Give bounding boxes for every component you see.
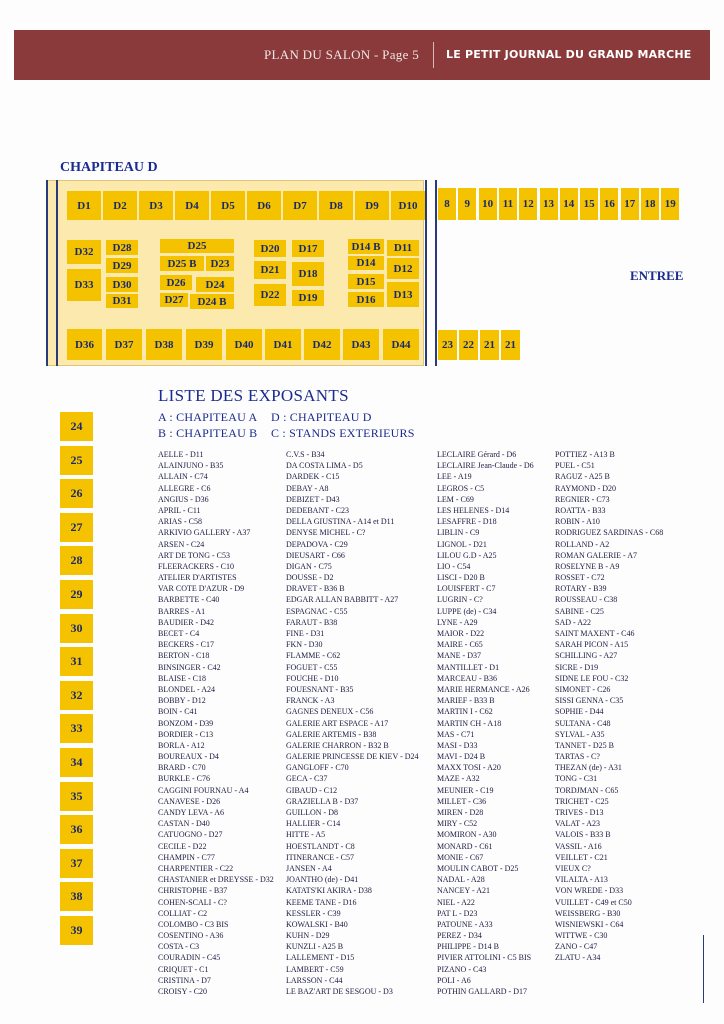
exhibitor-entry: BONZOM - D39 <box>158 718 214 728</box>
exhibitor-entry: ATELIER D'ARTISTES <box>158 573 237 583</box>
exhibitor-entry: ALLAIN - C74 <box>158 472 208 482</box>
exhibitor-column-2 <box>286 449 434 997</box>
exhibitor-entry: ARIAS - C58 <box>158 517 203 527</box>
exhibitor-entry: JOANTHO (de) - D41 <box>286 875 359 885</box>
number-box-33: 33 <box>60 714 93 743</box>
exhibitor-entry: LIGNOL - D21 <box>437 539 487 549</box>
exhibitor-entry: ARSEN - C24 <box>158 539 205 549</box>
number-box-24: 24 <box>60 412 93 441</box>
exhibitor-entry: KESSLER - C39 <box>286 908 341 918</box>
exhibitor-entry: LILOU G.D - A25 <box>437 550 497 560</box>
exhibitor-entry: VILALTA - A13 <box>555 875 608 885</box>
exhibitor-entry: BRARD - C70 <box>158 763 206 773</box>
exhibitor-entry: ROLLAND - A2 <box>555 539 610 549</box>
exhibitor-entry: LISCI - D20 B <box>437 573 485 583</box>
booth-d40: D40 <box>226 329 262 360</box>
number-box-38: 38 <box>60 882 93 911</box>
booth-d26: D26 <box>160 275 192 290</box>
booth-d6: D6 <box>247 191 281 220</box>
exhibitor-entry: ROTARY - B39 <box>555 584 607 594</box>
booth-d25-b: D25 B <box>160 256 204 271</box>
exhibitor-entry: SIDNE LE FOU - C32 <box>555 673 629 683</box>
exhibitor-entry: COLLIAT - C2 <box>158 908 208 918</box>
exhibitor-entry: DEPADOVA - C29 <box>286 539 348 549</box>
exhibitor-entry: PHILIPPE - D14 B <box>437 942 500 952</box>
exhibitor-entry: RODRIGUEZ SARDINAS - C68 <box>555 528 664 538</box>
exterior-stand-9: 9 <box>458 188 476 220</box>
exhibitor-entry: MAS - C71 <box>437 729 475 739</box>
exhibitor-entry: SABINE - C25 <box>555 606 604 616</box>
exhibitor-entry: BOUREAUX - D4 <box>158 752 219 762</box>
booth-d19: D19 <box>292 290 324 306</box>
exterior-stand-bottom-4: 21 <box>501 330 520 360</box>
exhibitor-entry: FRANCK - A3 <box>286 696 335 706</box>
exhibitor-entry: COHEN-SCALI - C? <box>158 897 227 907</box>
exhibitor-entry: DEDEBANT - C23 <box>286 505 349 515</box>
booth-d24-b: D24 B <box>190 294 234 309</box>
booth-d30: D30 <box>106 277 138 292</box>
exhibitor-entry: SARAH PICON - A15 <box>555 640 629 650</box>
exhibitor-entry: MEUNIER - C19 <box>437 785 494 795</box>
exhibitor-entry: ALAINJUNO - B35 <box>158 461 224 471</box>
exhibitor-entry: BECET - C4 <box>158 629 200 638</box>
booth-d3: D3 <box>139 191 173 220</box>
exhibitor-entry: LEGROS - C5 <box>437 483 485 493</box>
exhibitor-entry: COSENTINO - A36 <box>158 931 224 941</box>
exhibitor-entry: HITTE - A5 <box>286 830 326 840</box>
exhibitor-entry: LUGRIN - C? <box>437 595 483 605</box>
exhibitor-entry: PIVIER ATTOLINI - C5 BIS <box>437 953 532 963</box>
exhibitor-entry: MANE - D37 <box>437 651 481 661</box>
page-label: PLAN DU SALON - Page 5 <box>263 47 419 62</box>
exhibitor-entry: MAXX TOSI - A20 <box>437 763 501 773</box>
exhibitor-entry: FARAUT - B38 <box>286 617 338 627</box>
exhibitor-entry: DRAVET - B36 B <box>286 584 345 594</box>
number-box-27: 27 <box>60 513 93 542</box>
exterior-stand-19: 19 <box>661 188 679 220</box>
exhibitor-entry: MOULIN CABOT - D25 <box>437 863 519 873</box>
booth-d22: D22 <box>254 284 286 306</box>
exhibitor-entry: KATATS'KI AKIRA - D38 <box>286 886 372 896</box>
exhibitor-entry: FKN - D30 <box>286 640 323 650</box>
booth-d7: D7 <box>283 191 317 220</box>
exhibitor-entry: CAGGINI FOURNAU - A4 <box>158 785 249 795</box>
booth-d8: D8 <box>319 191 353 220</box>
exhibitor-entry: COLOMBO - C3 BIS <box>158 919 229 929</box>
exhibitor-entry: TANNET - D25 B <box>555 740 614 750</box>
exhibitor-entry: LOUISFERT - C7 <box>437 584 496 594</box>
exhibitor-entry: DENYSE MICHEL - C? <box>286 528 366 538</box>
legend-a: A : CHAPITEAU A <box>158 410 258 424</box>
exterior-stand-17: 17 <box>621 188 639 220</box>
exhibitor-entry: RAYMOND - D20 <box>555 483 617 493</box>
exhibitor-entry: VON WREDE - D33 <box>555 886 624 896</box>
exhibitor-entry: PAT L - D23 <box>437 908 478 918</box>
exhibitor-entry: MARTIN CH - A18 <box>437 718 502 728</box>
exhibitor-entry: MILLET - C36 <box>437 796 487 806</box>
booth-d15: D15 <box>348 274 384 289</box>
booth-d37: D37 <box>106 329 142 360</box>
exhibitor-entry: ROSELYNE B - A9 <box>555 561 620 571</box>
exhibitor-entry: SAINT MAXENT - C46 <box>555 629 635 638</box>
exhibitor-entry: BOIN - C41 <box>158 707 198 717</box>
exhibitor-entry: VAR COTE D'AZUR - D9 <box>158 584 245 594</box>
exterior-stand-bottom-2: 22 <box>459 330 478 360</box>
exhibitor-entry: PEREZ - D34 <box>437 931 482 941</box>
booth-d42: D42 <box>304 329 340 360</box>
exterior-stand-16: 16 <box>600 188 618 220</box>
legend-c: C : STANDS EXTERIEURS <box>271 426 415 440</box>
legend-d: D : CHAPITEAU D <box>271 410 372 424</box>
exhibitor-entry: ROBIN - A10 <box>555 517 600 527</box>
exterior-stand-15: 15 <box>580 188 598 220</box>
exhibitor-entry: TARTAS - C? <box>555 752 600 762</box>
exhibitor-entry: JANSEN - A4 <box>286 863 332 873</box>
exhibitor-entry: GECA - C37 <box>286 774 328 784</box>
exhibitor-entry: KEEME TANE - D16 <box>286 897 357 907</box>
exhibitor-entry: SOPHIE - D44 <box>555 707 604 717</box>
exhibitor-entry: MAVI - D24 B <box>437 752 486 762</box>
exhibitor-entry: ARKIVIO GALLERY - A37 <box>158 528 251 538</box>
exhibitor-entry: TRICHET - C25 <box>555 796 609 806</box>
booth-d36: D36 <box>67 329 102 360</box>
exhibitor-entry: CECILE - D22 <box>158 841 207 851</box>
exhibitor-entry: DEBIZET - D43 <box>286 494 340 504</box>
number-box-37: 37 <box>60 849 93 878</box>
exhibitor-entry: CHASTANIER et DREYSSE - D32 <box>158 875 274 885</box>
exhibitor-entry: PUEL - C51 <box>555 461 595 471</box>
exhibitor-entry: TONG - C31 <box>555 774 598 784</box>
exhibitor-entry: LEE - A19 <box>437 472 472 482</box>
exhibitor-entry: MARCEAU - B36 <box>437 673 498 683</box>
exhibitor-entry: NIEL - A22 <box>437 897 475 907</box>
exhibitor-entry: DOUSSE - D2 <box>286 573 334 583</box>
exhibitor-entry: DA COSTA LIMA - D5 <box>286 461 363 471</box>
exhibitor-entry: BOBBY - D12 <box>158 696 206 706</box>
number-box-32: 32 <box>60 681 93 710</box>
exhibitor-entry: MONARD - C61 <box>437 841 493 851</box>
number-box-26: 26 <box>60 479 93 508</box>
exhibitor-entry: VIEUX C? <box>555 863 591 873</box>
exhibitor-entry: PATOUNE - A33 <box>437 919 493 929</box>
entrance-label: ENTREE <box>630 268 684 283</box>
booth-d29: D29 <box>106 258 138 273</box>
exterior-stand-11: 11 <box>499 188 517 220</box>
exhibitor-entry: BARBETTE - C40 <box>158 595 220 605</box>
exhibitor-entry: GANGLOFF - C70 <box>286 763 349 773</box>
exhibitor-entry: CRIQUET - C1 <box>158 964 209 974</box>
booth-d2: D2 <box>103 191 137 220</box>
exhibitor-entry: THEZAN (de) - A31 <box>555 763 622 773</box>
exterior-stand-bottom-1: 23 <box>438 330 457 360</box>
exhibitor-entry: REGNIER - C73 <box>555 494 610 504</box>
booth-d21: D21 <box>254 261 286 279</box>
exhibitor-entry: GALERIE CHARRON - B32 B <box>286 740 389 750</box>
journal-title: LE PETIT JOURNAL DU GRAND MARCHE <box>446 48 692 61</box>
booth-d11: D11 <box>387 240 419 256</box>
exterior-stand-bottom-3: 21 <box>480 330 499 360</box>
booth-d32: D32 <box>67 240 101 264</box>
exhibitor-entry: CHRISTOPHE - B37 <box>158 886 228 896</box>
exhibitor-entry: NANCEY - A21 <box>437 886 491 896</box>
booth-d14-b: D14 B <box>348 239 384 254</box>
exhibitor-entry: CANAVESE - D26 <box>158 796 221 806</box>
exterior-stand-18: 18 <box>641 188 659 220</box>
exhibitor-entry: MAZE - A32 <box>437 774 480 784</box>
exhibitor-entry: LIBLIN - C9 <box>437 528 480 538</box>
exhibitor-entry: WITTWE - C30 <box>555 931 608 941</box>
exhibitor-entry: TORDJMAN - C65 <box>555 785 619 795</box>
booth-d17: D17 <box>292 240 324 257</box>
exhibitor-entry: MAIRE - C65 <box>437 640 483 650</box>
exhibitor-entry: LAMBERT - C59 <box>286 964 344 974</box>
exhibitor-entry: POTTIEZ - A13 B <box>555 450 615 459</box>
exhibitor-entry: ZLATU - A34 <box>555 953 601 963</box>
exterior-stand-14: 14 <box>560 188 578 220</box>
list-title: LISTE DES EXPOSANTS <box>158 386 349 405</box>
exhibitor-entry: ROUSSEAU - C38 <box>555 595 618 605</box>
exhibitor-entry: MIREN - D28 <box>437 808 484 817</box>
exhibitor-entry: LUPPE (de) - C34 <box>437 606 497 616</box>
exhibitor-entry: GIBAUD - C12 <box>286 785 338 795</box>
exhibitor-entry: BURKLE - C76 <box>158 774 210 784</box>
exhibitor-entry: COURADIN - C45 <box>158 953 221 963</box>
exhibitor-entry: LYNE - A29 <box>437 617 478 627</box>
exhibitor-entry: LARSSON - C44 <box>286 975 343 985</box>
exhibitor-entry: BECKERS - C17 <box>158 640 215 650</box>
exhibitor-entry: ITINERANCE - C57 <box>286 852 354 862</box>
tent-pole-left <box>46 180 58 366</box>
exhibitor-entry: DEBAY - A8 <box>286 483 329 493</box>
exhibitor-entry: ZANO - C47 <box>555 942 598 952</box>
exhibitor-entry: RAGUZ - A25 B <box>555 472 610 482</box>
exhibitor-entry: BERTON - C18 <box>158 651 210 661</box>
exhibitor-entry: LIO - C54 <box>437 561 471 571</box>
exhibitor-entry: MARTIN I - C62 <box>437 707 493 717</box>
exhibitor-entry: SIMONET - C26 <box>555 684 611 694</box>
number-box-28: 28 <box>60 546 93 575</box>
exhibitor-entry: SISSI GENNA - C35 <box>555 696 624 706</box>
booth-d4: D4 <box>175 191 209 220</box>
exhibitor-entry: MARIEF - B33 B <box>437 696 495 706</box>
exhibitor-entry: DARDEK - C15 <box>286 472 340 482</box>
booth-d16: D16 <box>348 292 384 307</box>
exhibitor-entry: CASTAN - D40 <box>158 819 210 829</box>
exhibitor-entry: VALAT - A23 <box>555 819 601 829</box>
exhibitor-entry: LECLAIRE Jean-Claude - D6 <box>437 461 534 471</box>
exhibitor-entry: LE BAZ'ART DE SESGOU - D3 <box>286 987 393 996</box>
exhibitor-entry: GRAZIELLA B - D37 <box>286 796 359 806</box>
exhibitor-column-1 <box>158 449 283 997</box>
exterior-stand-13: 13 <box>540 188 558 220</box>
exhibitor-entry: FOUESNANT - B35 <box>286 684 354 694</box>
exhibitor-entry: FLAMME - C62 <box>286 651 341 661</box>
exhibitor-entry: MONIE - C67 <box>437 852 484 862</box>
exhibitor-entry: MIRY - C52 <box>437 819 478 829</box>
exhibitor-entry: MAIOR - D22 <box>437 629 485 638</box>
exhibitor-entry: LES HELENES - D14 <box>437 505 510 515</box>
exterior-stand-12: 12 <box>519 188 537 220</box>
exhibitor-entry: MASI - D33 <box>437 740 478 750</box>
exhibitor-entry: NADAL - A28 <box>437 875 485 885</box>
exterior-stand-10: 10 <box>479 188 497 220</box>
exhibitor-entry: FOGUET - C55 <box>286 662 338 672</box>
header-divider <box>433 42 434 68</box>
number-box-31: 31 <box>60 647 93 676</box>
exhibitor-entry: KOWALSKI - B40 <box>286 919 348 929</box>
header-bar <box>14 30 710 80</box>
exhibitor-entry: CHARPENTIER - C22 <box>158 863 234 873</box>
exhibitor-entry: GALERIE ARTEMIS - B38 <box>286 729 377 739</box>
exhibitor-entry: BAUDIER - D42 <box>158 617 214 627</box>
exhibitor-entry: LECLAIRE Gérard - D6 <box>437 450 517 459</box>
exhibitor-entry: CROISY - C20 <box>158 987 208 996</box>
exhibitor-entry: SYLVAL - A35 <box>555 729 605 739</box>
exhibitor-entry: ROSSET - C72 <box>555 573 605 583</box>
booth-d20: D20 <box>254 240 286 257</box>
exhibitor-entry: MARIE HERMANCE - A26 <box>437 684 530 694</box>
exhibitor-entry: BLONDEL - A24 <box>158 684 216 694</box>
margin-line <box>703 935 704 1003</box>
exhibitor-entry: VEILLET - C21 <box>555 852 608 862</box>
exhibitor-entry: LEM - C69 <box>437 494 474 504</box>
exhibitor-column-4 <box>555 449 705 964</box>
exhibitor-entry: HOESTLANDT - C8 <box>286 841 355 851</box>
booth-d10: D10 <box>391 191 425 220</box>
exhibitor-entry: SAD - A22 <box>555 617 592 627</box>
booth-d18: D18 <box>292 262 324 286</box>
booth-d31: D31 <box>106 294 138 308</box>
exhibitor-entry: GALERIE ART ESPACE - A17 <box>286 718 389 728</box>
legend-b: B : CHAPITEAU B <box>158 426 258 440</box>
booth-d41: D41 <box>265 329 301 360</box>
exhibitor-column-3 <box>437 449 551 997</box>
exhibitor-entry: SICRE - D19 <box>555 662 599 672</box>
booth-d9: D9 <box>355 191 389 220</box>
booth-d25: D25 <box>160 239 234 253</box>
exhibitor-entry: CHAMPIN - C77 <box>158 852 215 862</box>
exhibitor-entry: ROMAN GALERIE - A7 <box>555 550 637 560</box>
booth-d14: D14 <box>348 256 384 270</box>
exhibitor-entry: PIZANO - C43 <box>437 964 487 974</box>
exhibitor-entry: ART DE TONG - C53 <box>158 550 230 560</box>
exhibitor-entry: FINE - D31 <box>286 629 325 638</box>
exhibitor-entry: SULTANA - C48 <box>555 718 611 728</box>
exhibitor-entry: GALERIE PRINCESSE DE KIEV - D24 <box>286 752 419 762</box>
booth-d24: D24 <box>196 277 234 292</box>
exhibitor-entry: KUNZLI - A25 B <box>286 942 344 952</box>
exhibitor-entry: GAGNES DENEUX - C56 <box>286 707 374 717</box>
exhibitor-entry: BINSINGER - C42 <box>158 662 221 672</box>
exhibitor-entry: ALLEGRE - C6 <box>158 483 211 493</box>
exhibitor-entry: MANTILLET - D1 <box>437 662 500 672</box>
booth-d39: D39 <box>186 329 222 360</box>
exhibitor-entry: CATUOGNO - D27 <box>158 830 223 840</box>
exhibitor-entry: POLI - A6 <box>437 975 471 985</box>
exhibitor-entry: ESPAGNAC - C55 <box>286 606 348 616</box>
booth-d44: D44 <box>383 329 419 360</box>
exhibitor-entry: LESAFFRE - D18 <box>437 517 497 527</box>
exhibitor-entry: AELLE - D11 <box>158 450 204 459</box>
number-box-29: 29 <box>60 580 93 609</box>
exhibitor-entry: GUILLON - D8 <box>286 808 338 817</box>
exterior-stand-8: 8 <box>438 188 456 220</box>
chapiteau-title: CHAPITEAU D <box>60 160 158 175</box>
booth-d5: D5 <box>211 191 245 220</box>
exhibitor-entry: LALLEMENT - D15 <box>286 953 355 963</box>
exhibitor-entry: FLEERACKERS - C10 <box>158 561 235 571</box>
exhibitor-entry: KUHN - D29 <box>286 931 330 941</box>
exhibitor-entry: DELLA GIUSTINA - A14 et D11 <box>286 517 395 527</box>
booth-d33: D33 <box>67 269 101 301</box>
exhibitor-entry: DIEUSART - C66 <box>286 550 345 560</box>
number-box-30: 30 <box>60 614 93 643</box>
exhibitor-entry: C.V.S - B34 <box>286 450 325 459</box>
exhibitor-entry: COSTA - C3 <box>158 942 200 952</box>
exhibitor-entry: BARRES - A1 <box>158 606 206 616</box>
exhibitor-entry: CRISTINA - D7 <box>158 975 211 985</box>
exhibitor-entry: VUILLET - C49 et C50 <box>555 897 632 907</box>
exhibitor-entry: TRIVES - D13 <box>555 808 604 817</box>
tent-pole-right <box>425 180 437 366</box>
number-box-36: 36 <box>60 815 93 844</box>
exhibitor-entry: DIGAN - C75 <box>286 561 332 571</box>
number-box-34: 34 <box>60 748 93 777</box>
exhibitor-entry: WEISSBERG - B30 <box>555 908 621 918</box>
booth-d38: D38 <box>146 329 182 360</box>
exhibitor-entry: ANGIUS - D36 <box>158 494 209 504</box>
exhibitor-entry: ROATTA - B33 <box>555 505 606 515</box>
exhibitor-entry: SCHILLING - A27 <box>555 651 618 661</box>
number-box-35: 35 <box>60 782 93 811</box>
number-box-39: 39 <box>60 916 93 945</box>
exhibitor-entry: WISNIEWSKI - C64 <box>555 919 624 929</box>
exhibitor-entry: BLAISE - C18 <box>158 673 206 683</box>
booth-d12: D12 <box>387 258 419 279</box>
booth-d23: D23 <box>206 256 234 271</box>
exhibitor-entry: EDGAR ALLAN BABBITT - A27 <box>286 595 399 605</box>
exhibitor-entry: POTHIN GALLARD - D17 <box>437 987 527 996</box>
exhibitor-entry: VASSIL - A16 <box>555 841 602 851</box>
exhibitor-entry: VALOIS - B33 B <box>555 830 611 840</box>
booth-d1: D1 <box>67 191 101 220</box>
number-box-25: 25 <box>60 446 93 475</box>
booth-d13: D13 <box>387 282 419 307</box>
exhibitor-entry: FOUCHE - D10 <box>286 673 339 683</box>
exhibitor-entry: HALLIER - C14 <box>286 819 341 829</box>
exhibitor-entry: MOMIRON - A30 <box>437 830 497 840</box>
booth-d27: D27 <box>160 293 188 307</box>
booth-d43: D43 <box>343 329 379 360</box>
exhibitor-entry: BORDIER - C13 <box>158 729 214 739</box>
exhibitor-entry: APRIL - C11 <box>158 505 201 515</box>
booth-d28: D28 <box>106 240 138 255</box>
exhibitor-entry: BORLA - A12 <box>158 740 205 750</box>
exhibitor-entry: CANDY LEVA - A6 <box>158 808 225 817</box>
